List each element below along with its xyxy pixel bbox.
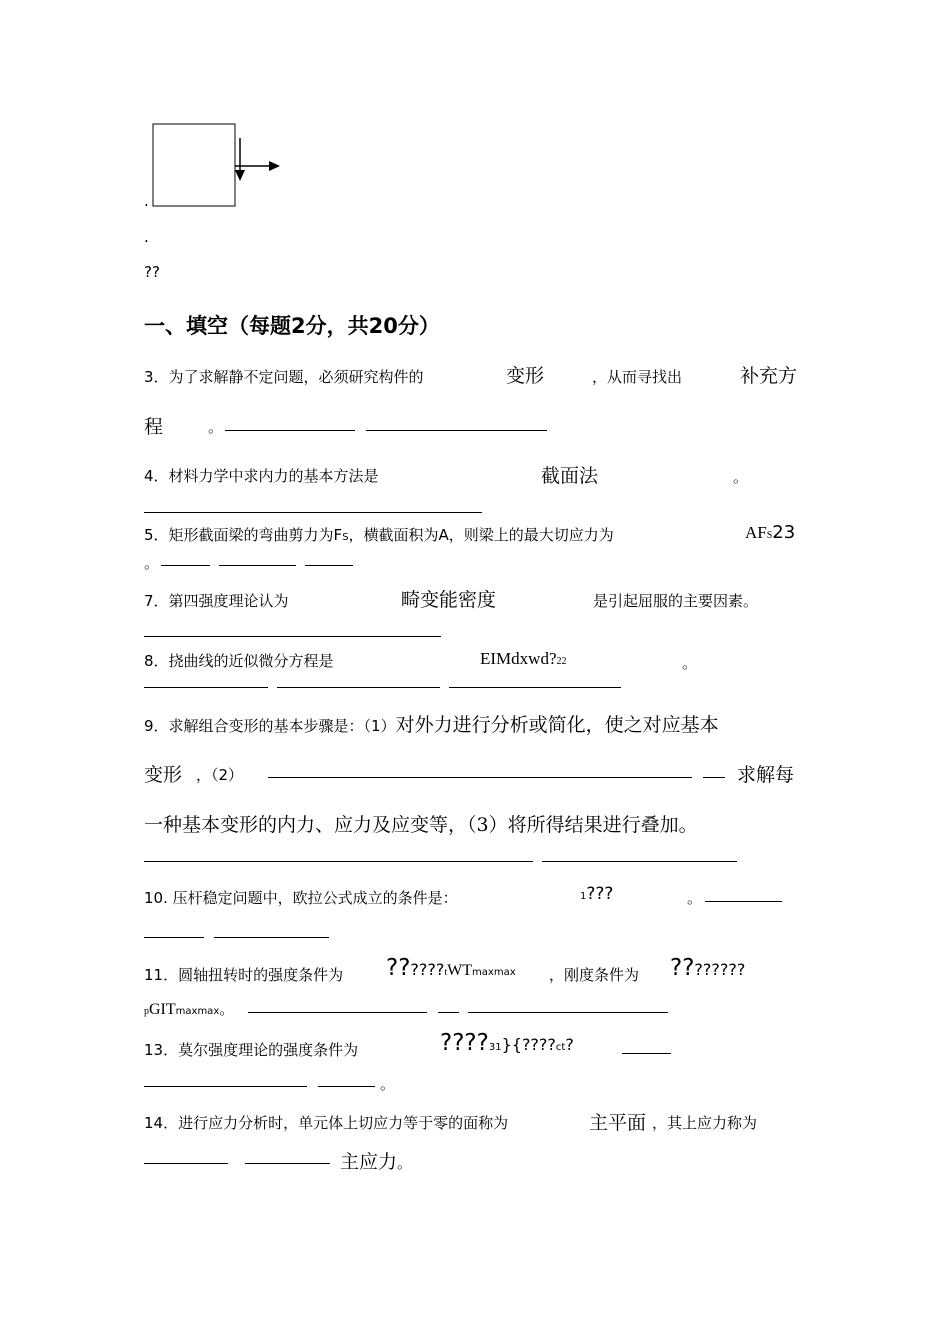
q9-blank-line-1 <box>268 777 692 778</box>
q13-blank-line-1 <box>622 1053 671 1054</box>
q3-answer-2a: 补充方 <box>740 365 798 387</box>
element-square <box>153 124 235 206</box>
q5-blank-line-3 <box>305 565 353 566</box>
q10-blank-line-1 <box>705 901 782 902</box>
q4-end: 。 <box>733 468 749 486</box>
q10-blank-line-2 <box>144 937 204 938</box>
q5-end: 。 <box>144 554 160 572</box>
q11-ans2-small: ?????? <box>694 960 746 979</box>
q8-blank-line-1 <box>144 687 268 688</box>
q11-prefix: 11．圆轴扭转时的强度条件为 <box>144 966 344 984</box>
q11-blank-line-2 <box>438 1012 459 1013</box>
q11-answer-2-line-2 <box>144 998 234 1019</box>
q4-answer: 截面法 <box>541 465 599 487</box>
q13-blank-line-3 <box>318 1086 375 1087</box>
q11-ans1-sub: t <box>444 967 448 978</box>
q11-mid: ，刚度条件为 <box>549 966 640 984</box>
q13-blank-line-2 <box>144 1086 307 1087</box>
q13-ans-mid: }{???? <box>501 1035 556 1054</box>
q13-answer <box>440 1030 574 1056</box>
q3-middle: ，从而寻找出 <box>592 368 683 386</box>
q8-end: 。 <box>682 654 698 672</box>
q7-prefix: 7．第四强度理论认为 <box>144 592 289 610</box>
q11-ans1-tail-sub: maxmax <box>472 967 516 978</box>
q11-answer-2 <box>670 955 745 981</box>
q14-end: 。 <box>397 1154 413 1172</box>
q11-answer-1 <box>386 955 516 981</box>
q5-prefix-text: 5．矩形截面梁的弯曲剪力为F <box>144 526 343 544</box>
q7-blank-line <box>144 636 441 637</box>
q14-answer-1: 主平面 <box>589 1112 647 1134</box>
shear-arrow-head <box>235 170 245 181</box>
q9-blank-line-4 <box>542 861 737 862</box>
q11-ans1-tail: WT <box>447 962 473 979</box>
q10-answer-text: ??? <box>586 884 614 904</box>
element-diagram <box>145 118 290 213</box>
q11-ans2-big: ?? <box>670 955 695 981</box>
q14-answer-2: 主应力 <box>340 1151 398 1173</box>
q9-text-4: 一种基本变形的内力、应力及应变等，（3）将所得结果进行叠加。 <box>144 814 698 836</box>
q10-answer <box>580 884 613 904</box>
q4-prefix: 4．材料力学中求内力的基本方法是 <box>144 467 379 485</box>
q5-answer-sub: S <box>766 530 773 541</box>
q3-answer-1: 变形 <box>506 365 545 387</box>
q5-answer <box>745 522 795 543</box>
q9-line-1 <box>144 710 719 737</box>
q5-blank-line-2 <box>219 565 296 566</box>
q8-answer-main: EIMdxwd? <box>480 649 557 668</box>
q9-prefix: 9．求解组合变形的基本步骤是：（1） <box>144 717 396 735</box>
question-marks: ?? <box>144 263 160 281</box>
q4-blank-line <box>144 512 482 513</box>
q3-prefix: 3．为了求解静不定问题，必须研究构件的 <box>144 368 424 386</box>
q8-answer <box>480 649 566 669</box>
q8-blank-line-3 <box>449 687 621 688</box>
section-title: 一、填空（每题2分，共20分） <box>144 314 440 338</box>
q13-end: 。 <box>380 1075 396 1093</box>
q5-prefix <box>144 524 614 545</box>
q14-mid: ，其上应力称为 <box>652 1114 758 1132</box>
q14-blank-line-2 <box>245 1163 330 1164</box>
q11-ans1-small: ???? <box>410 960 445 979</box>
q14-answer-2-wrap <box>340 1147 412 1174</box>
q7-answer: 畸变能密度 <box>401 589 497 611</box>
q9-blank-line-2 <box>703 777 725 778</box>
q13-prefix: 13．莫尔强度理论的强度条件为 <box>144 1041 359 1059</box>
q5-prefix-text-2: ，横截面积为A，则梁上的最大切应力为 <box>348 526 614 544</box>
q3-answer-2b: 程 <box>144 416 164 438</box>
q10-answer-sub: 1 <box>580 891 587 902</box>
q9-blank-line-3 <box>144 861 533 862</box>
q11-blank-line-3 <box>468 1012 668 1013</box>
q11-ans1-big: ?? <box>386 955 411 981</box>
dot-2: . <box>144 228 149 246</box>
q9-mid: ，（2） <box>196 766 244 784</box>
q3-blank-line-2 <box>366 430 547 431</box>
q5-answer-main: AF <box>745 523 767 542</box>
q7-suffix: 是引起屈服的主要因素。 <box>593 592 759 610</box>
q10-prefix: 10. 压杆稳定问题中，欧拉公式成立的条件是： <box>144 889 458 907</box>
q8-blank-line-2 <box>277 687 440 688</box>
q11-ans2-line2: GIT <box>149 1001 176 1018</box>
q8-prefix: 8．挠曲线的近似微分方程是 <box>144 652 334 670</box>
q11-ans2-line2-sub2: maxmax <box>175 1006 220 1017</box>
q13-ans-sub: 31 <box>488 1042 502 1053</box>
q3-blank-line-1 <box>225 430 355 431</box>
q9-text-1: 对外力进行分析或简化，使之对应基本 <box>395 714 719 736</box>
dot-1: . <box>144 192 149 210</box>
q14-blank-line-1 <box>144 1163 228 1164</box>
q9-text-3: 求解每 <box>737 764 795 786</box>
q11-end: 。 <box>219 1000 235 1018</box>
normal-arrow-head <box>269 161 280 171</box>
q9-text-2: 变形 <box>144 764 183 786</box>
q13-ans-end: ? <box>565 1035 574 1054</box>
q8-answer-sub: 22 <box>556 656 567 667</box>
q13-ans-big: ???? <box>440 1030 489 1056</box>
q13-ans-sub2: ct <box>555 1042 566 1053</box>
q11-ans2-line2-sub: p <box>144 1006 149 1017</box>
q10-blank-line-3 <box>214 937 329 938</box>
q5-prefix-sub: S <box>342 532 349 543</box>
q5-answer-num: 23 <box>772 522 796 543</box>
q14-prefix: 14．进行应力分析时，单元体上切应力等于零的面称为 <box>144 1114 509 1132</box>
q11-blank-line-1 <box>248 1012 427 1013</box>
q10-end: 。 <box>687 889 703 907</box>
q3-end: 。 <box>208 418 224 436</box>
q5-blank-line-1 <box>161 565 210 566</box>
